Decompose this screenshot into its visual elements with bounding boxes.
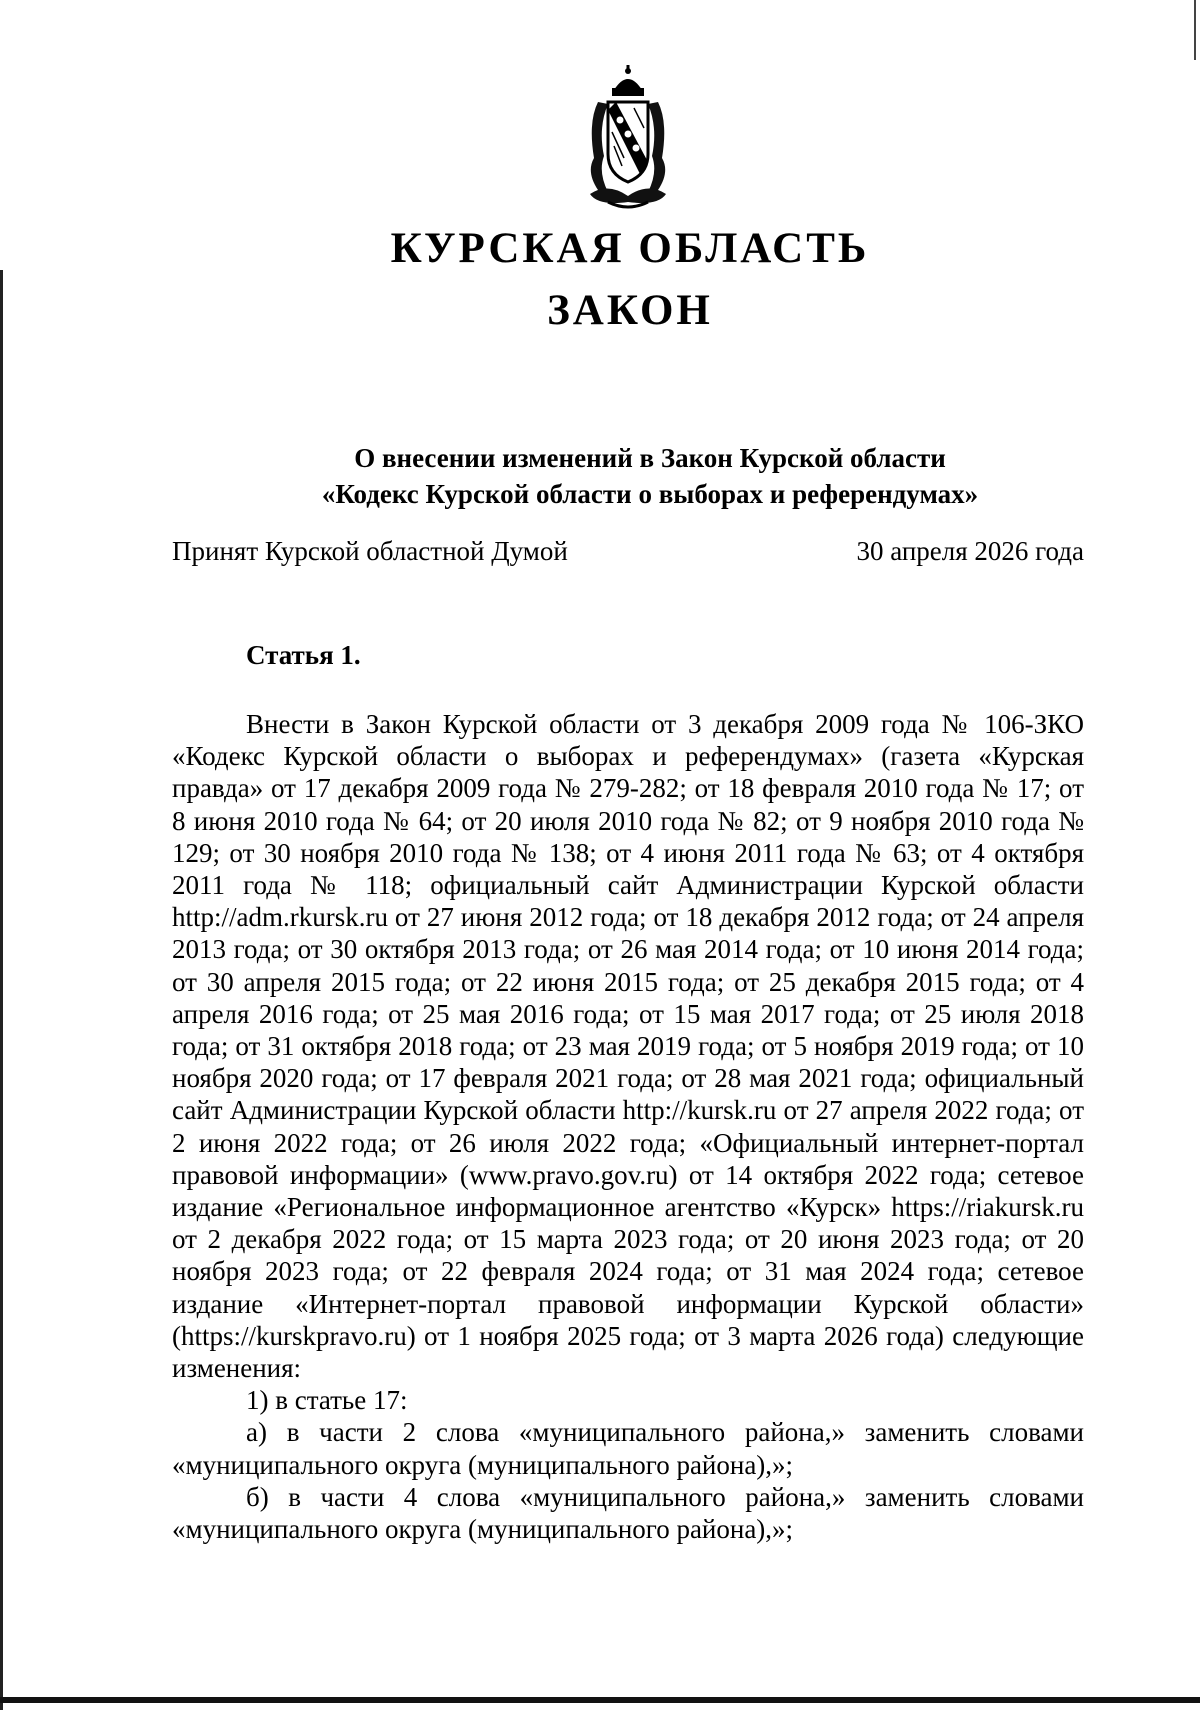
law-subject-line-1: О внесении изменений в Закон Курской области <box>354 443 946 473</box>
article-item-1a: а) в части 2 слова «муниципального района,» заменить словами «муниципального округа (муниципального района),»; <box>172 1417 1084 1480</box>
article-heading: Статья 1. <box>246 640 361 670</box>
adoption-date: 30 апреля 2026 года <box>856 536 1084 566</box>
article-intro-paragraph: Внести в Закон Курской области от 3 декабря 2009 года № 106-ЗКО «Кодекс Курской области о выборах и референдумах» (газета «Курская правда» от 17 декабря 2009 года № 279-282; от 18 февраля 2010 года № 17; от 8 июня 2010 года № 64; от 20 июля 2010 года № 82; от 9 ноября 2010 года № 129; от 30 ноября 2010 года № 138; от 4 июня 2011 года № 63; от 4 октября 2011 года № 118; официальный сайт Администрации Курской области http://adm.rkursk.ru от 27 июня 2012 года; от 18 декабря 2012 года; от 24 апреля 2013 года; от 30 октября 2013 года; от 26 мая 2014 года; от 10 июня 2014 года; от 30 апреля 2015 года; от 22 июня 2015 года; от 25 декабря 2015 года; от 4 апреля 2016 года; от 25 мая 2016 года; от 15 мая 2017 года; от 25 июля 2018 года; от 31 октября 2018 года; от 23 мая 2019 года; от 5 ноября 2019 года; от 10 ноября 2020 года; от 17 февраля 2021 года; от 28 мая 2021 года; официальный сайт Администрации Курской области http://kursk.ru от 27 апреля 2022 года; от 2 июня 2022 года; от 26 июля 2022 года; «Официальный интернет-портал правовой информации» (www.pravo.gov.ru) от 14 октября 2022 года; сетевое издание «Региональное информационное агентство «Курск» https://riakursk.ru от 2 декабря 2022 года; от 15 марта 2023 года; от 20 июня 2023 года; от 20 ноября 2023 года; от 22 февраля 2024 года; от 31 мая 2024 года; сетевое издание «Интернет-портал правовой информации Курской области» (https://kurskpravo.ru) от 1 ноября 2025 года; от 3 марта 2026 года) следующие изменения: <box>172 709 1084 1384</box>
document-type: ЗАКОН <box>547 287 713 334</box>
law-subject-line-2: «Кодекс Курской области о выборах и референдумах» <box>321 479 979 509</box>
article-body <box>172 708 1084 1545</box>
article-item-1: 1) в статье 17: <box>246 1385 408 1416</box>
law-subject <box>230 440 1070 512</box>
article-item-1b: б) в части 4 слова «муниципального района,» заменить словами «муниципального округа (муниципального района),»; <box>172 1481 1084 1545</box>
kursk-coat-of-arms-icon <box>568 62 688 212</box>
scan-bottom-edge <box>0 1697 1200 1703</box>
adopted-by: Принят Курской областной Думой <box>172 536 568 566</box>
scan-right-mark <box>1194 0 1196 60</box>
region-title: КУРСКАЯ ОБЛАСТЬ <box>390 225 870 272</box>
adoption-line <box>172 536 1084 567</box>
scan-left-edge <box>0 270 3 1710</box>
